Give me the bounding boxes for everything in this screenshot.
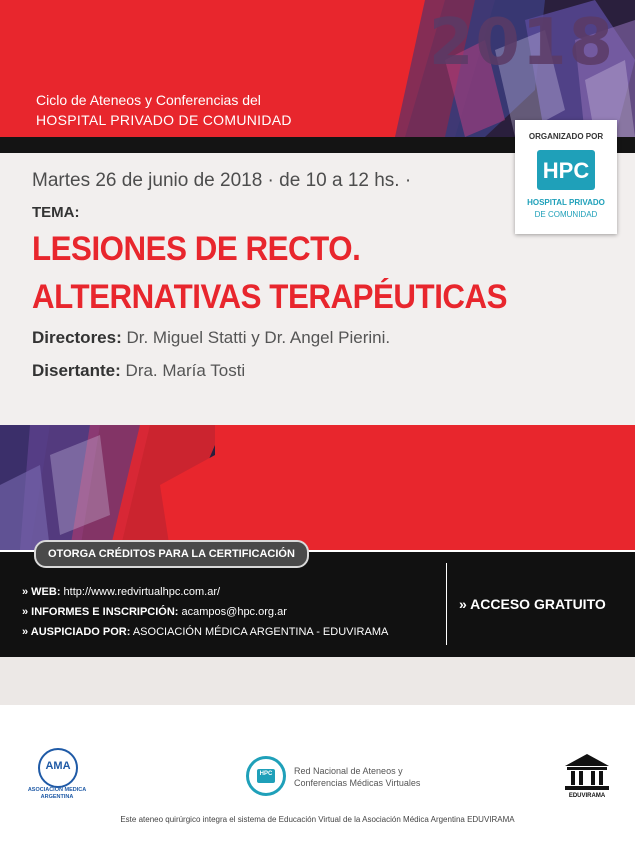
speaker-label: Disertante: — [32, 361, 121, 380]
vertical-divider — [446, 563, 447, 645]
eduvirama-name: EDUVIRAMA — [568, 793, 606, 799]
red-nacional-logo-text: HPC — [259, 771, 273, 777]
event-title-line1: LESIONES DE RECTO. — [32, 230, 361, 268]
directors-label: Directores: — [32, 328, 122, 347]
credits-badge: OTORGA CRÉDITOS PARA LA CERTIFICACIÓN — [34, 540, 309, 568]
hpc-logo — [537, 150, 595, 190]
speaker-value: Dra. María Tosti — [120, 361, 246, 380]
inscription-label: » INFORMES E INSCRIPCIÓN: — [22, 606, 179, 618]
ama-logo — [38, 748, 78, 788]
sponsor-line — [22, 626, 388, 638]
organizer-name-line1: HOSPITAL PRIVADO — [527, 198, 605, 207]
speaker — [32, 361, 245, 381]
inscription-line — [22, 606, 287, 618]
free-access-label: » ACCESO GRATUITO — [459, 596, 606, 612]
cycle-title-line2: HOSPITAL PRIVADO DE COMUNIDAD — [36, 112, 292, 128]
gray-band — [0, 657, 635, 705]
web-label: » WEB: — [22, 586, 61, 598]
event-date: Martes 26 de junio de 2018 · de 10 a 12 hs. · — [32, 170, 412, 191]
top-banner — [0, 0, 635, 137]
organizer-logo-box — [515, 120, 617, 234]
sponsor-value: ASOCIACIÓN MÉDICA ARGENTINA - EDUVIRAMA — [130, 626, 389, 638]
web-link[interactable]: http://www.redvirtualhpc.com.ar/ — [60, 586, 221, 598]
organized-by-label: ORGANIZADO POR — [528, 132, 604, 141]
directors-value: Dr. Miguel Statti y Dr. Angel Pierini. — [121, 328, 391, 347]
tema-label: TEMA: — [32, 204, 80, 221]
event-title-line2: ALTERNATIVAS TERAPÉUTICAS — [32, 278, 508, 316]
red-nacional-name-line1: Red Nacional de Ateneos y — [294, 766, 403, 776]
red-nacional-logo-mark — [257, 769, 275, 783]
geometric-pattern-middle — [0, 425, 215, 550]
organizer-name-line2: DE COMUNIDAD — [534, 210, 598, 219]
middle-banner — [0, 425, 635, 550]
hpc-logo-text: HPC — [542, 158, 590, 183]
red-nacional-name-line2: Conferencias Médicas Virtuales — [294, 778, 421, 788]
ama-name: ASOCIACION MEDICA ARGENTINA — [27, 787, 87, 800]
eduvirama-building-icon — [562, 752, 612, 792]
inscription-email[interactable]: acampos@hpc.org.ar — [178, 606, 287, 618]
red-nacional-logo — [246, 756, 286, 796]
footer-note: Este ateneo quirúrgico integra el sistema de Educación Virtual de la Asociación Médica Argentina EDUVIRAMA — [120, 815, 515, 824]
web-line — [22, 586, 220, 598]
ama-logo-text: AMA — [45, 760, 71, 772]
directors — [32, 328, 390, 348]
sponsor-label: » AUSPICIADO POR: — [22, 626, 131, 638]
year-watermark: 2018 — [428, 6, 615, 80]
cycle-title-line1: Ciclo de Ateneos y Conferencias del — [36, 92, 261, 108]
